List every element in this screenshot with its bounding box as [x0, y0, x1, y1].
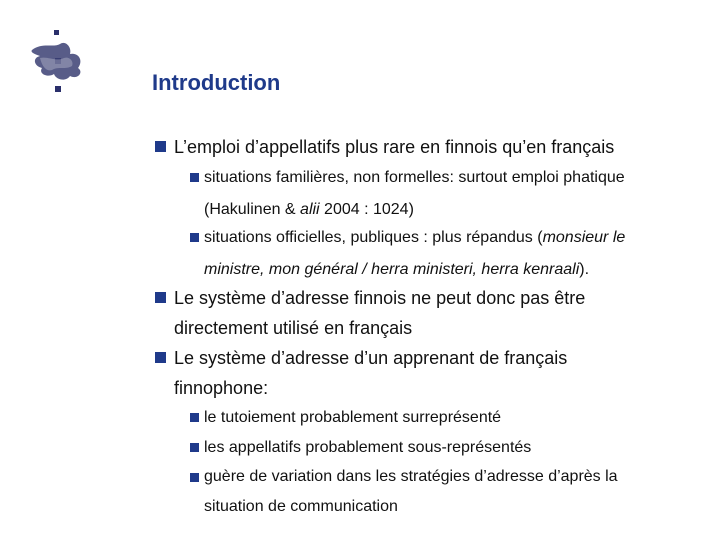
- sub-bullet-text-line2: (Hakulinen & alii 2004 : 1024): [204, 201, 414, 218]
- sub-bullet-text-line1: situations officielles, publiques : plus répandus (monsieur le: [204, 229, 626, 246]
- bullet-point-2: [155, 283, 695, 343]
- sub-bullet-text: le tutoiement probablement surreprésenté: [204, 409, 502, 426]
- square-bullet-icon: [155, 292, 166, 303]
- sub-bullet-text: les appellatifs probablement sous-représentés: [204, 439, 532, 456]
- square-bullet-icon: [190, 473, 199, 482]
- bullet-text: Le système d’adresse d’un apprenant de français finnophone:: [174, 348, 568, 398]
- bullet-point-3: [155, 343, 695, 403]
- bullet-text: Le système d’adresse finnois ne peut donc pas être directement utilisé en français: [174, 288, 586, 338]
- square-bullet-icon: [190, 173, 199, 182]
- flame-crest-icon: [26, 28, 90, 98]
- sub-point-3-3: [190, 462, 695, 522]
- square-bullet-icon: [190, 443, 199, 452]
- sub-point-3-2: [190, 432, 695, 464]
- sub-bullet-text-line1: situations familières, non formelles: surtout emploi phatique: [204, 169, 625, 186]
- sub-bullet-text: guère de variation dans les stratégies d’adresse d’après la situation de communication: [204, 468, 618, 515]
- slide-title: Introduction: [152, 70, 281, 95]
- bullet-text: L’emploi d’appellatifs plus rare en finnois qu’en français: [174, 137, 615, 157]
- sub-bullet-text-line2: ministre, mon général / herra ministeri, herra kenraali).: [204, 261, 590, 278]
- square-bullet-icon: [190, 413, 199, 422]
- square-bullet-icon: [155, 141, 166, 152]
- sub-point-1-2: [190, 222, 695, 286]
- bullet-point-1: [155, 132, 695, 162]
- sub-point-3-1: [190, 402, 695, 434]
- square-bullet-icon: [190, 233, 199, 242]
- sub-point-1-1: [190, 162, 695, 226]
- square-bullet-icon: [155, 352, 166, 363]
